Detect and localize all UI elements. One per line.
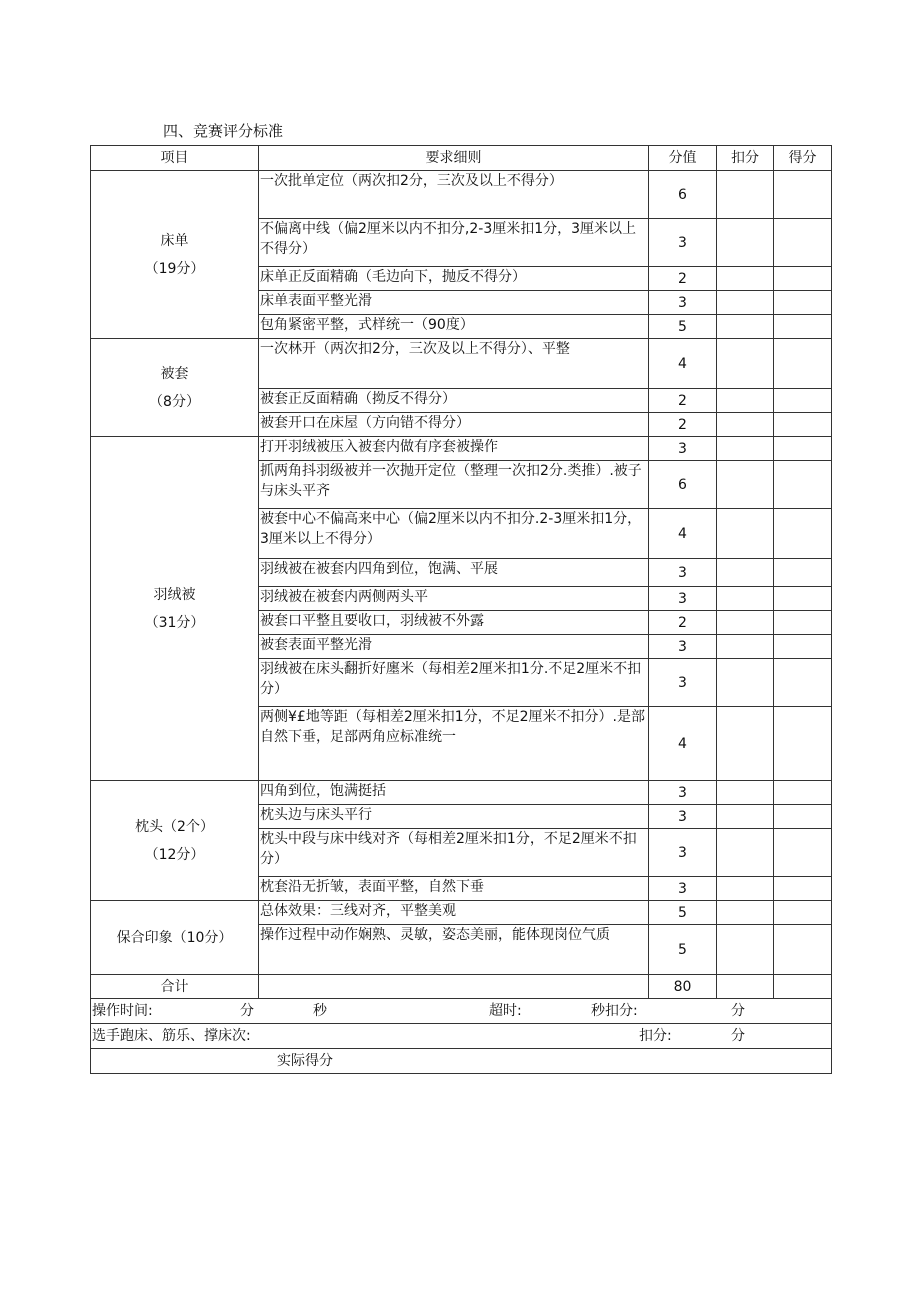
total-value: 80 [649, 975, 717, 999]
requirement-text: 被套口平整且要收口，羽绒被不外露 [259, 611, 649, 635]
table-row [91, 437, 832, 461]
deduction-cell[interactable] [717, 219, 774, 267]
group-points: （8分） [149, 393, 200, 410]
requirement-text: 枕套沿无折皱，表面平整，自然下垂 [259, 877, 649, 901]
point-value: 3 [649, 877, 717, 901]
operation-time-label: 操作时间: [92, 1003, 153, 1019]
deduction-cell[interactable] [717, 901, 774, 925]
total-label: 合计 [91, 975, 259, 999]
actual-score-label: 实际得分 [277, 1053, 333, 1069]
deduction-cell[interactable] [717, 267, 774, 291]
group-points: （31分） [144, 614, 205, 631]
score-cell[interactable] [774, 339, 832, 389]
requirement-text: 被套开口在床屋（方向错不得分） [259, 413, 649, 437]
requirement-text: 枕头中段与床中线对齐（每相差2厘米扣1分，不足2厘米不扣分） [259, 829, 649, 877]
requirement-text: 被套表面平整光滑 [259, 635, 649, 659]
deduction-cell[interactable] [717, 389, 774, 413]
section-heading: 四、竞赛评分标准 [163, 122, 284, 140]
score-cell[interactable] [774, 315, 832, 339]
requirement-text: 羽绒被在被套内四角到位，饱满、平展 [259, 559, 649, 587]
score-cell[interactable] [774, 611, 832, 635]
point-value: 2 [649, 389, 717, 413]
col-header-item: 项目 [91, 146, 259, 171]
score-cell[interactable] [774, 901, 832, 925]
point-value: 3 [649, 219, 717, 267]
deduction-cell[interactable] [717, 877, 774, 901]
requirement-text: 总体效果：三线对齐，平整美观 [259, 901, 649, 925]
point-value: 6 [649, 171, 717, 219]
faults-unit: 分 [731, 1028, 745, 1044]
requirement-text: 操作过程中动作娴熟、灵敏，姿态美丽，能体现岗位气质 [259, 925, 649, 975]
group-cell-pillow [91, 781, 259, 901]
requirement-text: 打开羽绒被压入被套内做有序套被操作 [259, 437, 649, 461]
overtime-label: 超时: [489, 1003, 522, 1019]
operation-time-row [91, 999, 832, 1024]
deduction-cell[interactable] [717, 437, 774, 461]
minutes-unit: 分 [240, 1003, 254, 1019]
score-cell[interactable] [774, 219, 832, 267]
score-cell[interactable] [774, 877, 832, 901]
requirement-text: 一次林开（两次扣2分，三次及以上不得分）、平整 [259, 339, 649, 389]
point-value: 3 [649, 437, 717, 461]
table-row [91, 339, 832, 389]
deduction-cell[interactable] [717, 707, 774, 781]
deduction-cell[interactable] [717, 291, 774, 315]
requirement-text: 抓两角抖羽级被并一次抛开定位（整理一次扣2分.类推）.被子与床头平齐 [259, 461, 649, 509]
faults-deduct-label: 扣分: [639, 1028, 672, 1044]
deduction-cell[interactable] [717, 339, 774, 389]
requirement-text: 不偏离中线（偏2厘米以内不扣分,2-3厘米扣1分，3厘米以上不得分） [259, 219, 649, 267]
table-row [91, 171, 832, 219]
requirement-text: 床单表面平整光滑 [259, 291, 649, 315]
table-header-row [91, 146, 832, 171]
point-value: 2 [649, 413, 717, 437]
score-cell[interactable] [774, 781, 832, 805]
table-row [91, 901, 832, 925]
requirement-text: 包角紧密平整，式样统一（90度） [259, 315, 649, 339]
point-value: 4 [649, 509, 717, 559]
deduction-cell[interactable] [717, 461, 774, 509]
requirement-text: 两侧¥£地等距（每相差2厘米扣1分，不足2厘米不扣分）.是部自然下垂，足部两角应标准统一 [259, 707, 649, 781]
group-cell-overall-impression [91, 901, 259, 975]
score-cell[interactable] [774, 659, 832, 707]
seconds-unit: 秒 [313, 1003, 327, 1019]
scoring-table [90, 145, 832, 1074]
score-cell[interactable] [774, 635, 832, 659]
requirement-text: 一次批单定位（两次扣2分，三次及以上不得分） [259, 171, 649, 219]
point-value: 4 [649, 339, 717, 389]
deduction-cell[interactable] [717, 659, 774, 707]
point-value: 4 [649, 707, 717, 781]
point-value: 3 [649, 805, 717, 829]
score-cell[interactable] [774, 267, 832, 291]
actual-score-cell[interactable] [91, 1049, 832, 1074]
faults-row [91, 1024, 832, 1049]
score-cell[interactable] [774, 437, 832, 461]
total-desc-cell [259, 975, 649, 999]
score-cell[interactable] [774, 291, 832, 315]
point-value: 5 [649, 925, 717, 975]
group-name: 被套 [160, 365, 189, 382]
point-value: 6 [649, 461, 717, 509]
requirement-text: 四角到位，饱满挺括 [259, 781, 649, 805]
score-cell[interactable] [774, 413, 832, 437]
deduction-cell[interactable] [717, 635, 774, 659]
point-value: 3 [649, 829, 717, 877]
seconds-deduct-label: 秒扣分: [591, 1003, 638, 1019]
requirement-text: 羽绒被在床头翻折好廛米（每相差2厘米扣1分.不足2厘米不扣分） [259, 659, 649, 707]
deduction-cell[interactable] [717, 587, 774, 611]
point-value: 3 [649, 291, 717, 315]
deduction-cell[interactable] [717, 829, 774, 877]
score-cell[interactable] [774, 805, 832, 829]
group-name: 枕头（2个） [135, 818, 214, 835]
point-value: 3 [649, 635, 717, 659]
deduction-cell[interactable] [717, 805, 774, 829]
deduction-cell[interactable] [717, 781, 774, 805]
faults-cell[interactable] [91, 1024, 832, 1049]
point-value: 3 [649, 559, 717, 587]
faults-label: 选手跑床、筋乐、撑床次: [92, 1028, 251, 1044]
group-points: （12分） [144, 846, 205, 863]
deduction-cell[interactable] [717, 509, 774, 559]
score-cell[interactable] [774, 509, 832, 559]
operation-time-cell[interactable] [91, 999, 832, 1024]
group-name: 羽绒被 [153, 586, 196, 603]
score-cell[interactable] [774, 925, 832, 975]
point-value: 3 [649, 659, 717, 707]
point-value: 3 [649, 587, 717, 611]
col-header-requirement: 要求细则 [259, 146, 649, 171]
deduction-cell[interactable] [717, 975, 774, 999]
score-cell[interactable] [774, 559, 832, 587]
score-cell[interactable] [774, 587, 832, 611]
point-value: 5 [649, 901, 717, 925]
score-cell[interactable] [774, 389, 832, 413]
point-value: 3 [649, 781, 717, 805]
requirement-text: 枕头边与床头平行 [259, 805, 649, 829]
deduction-cell[interactable] [717, 559, 774, 587]
group-cell-bedsheet [91, 171, 259, 339]
point-value: 2 [649, 611, 717, 635]
deduction-cell[interactable] [717, 413, 774, 437]
table-row [91, 781, 832, 805]
col-header-score: 得分 [774, 146, 832, 171]
score-cell[interactable] [774, 461, 832, 509]
group-cell-duvet-cover [91, 339, 259, 437]
deduction-cell[interactable] [717, 925, 774, 975]
col-header-value: 分值 [649, 146, 717, 171]
group-points: （19分） [144, 260, 205, 277]
col-header-deduction: 扣分 [717, 146, 774, 171]
requirement-text: 羽绒被在被套内两侧两头平 [259, 587, 649, 611]
group-name: 床单 [160, 232, 189, 249]
score-cell[interactable] [774, 171, 832, 219]
deduction-cell[interactable] [717, 171, 774, 219]
deduction-cell[interactable] [717, 611, 774, 635]
requirement-text: 被套中心不偏高来中心（偏2厘米以内不扣分.2-3厘米扣1分，3厘米以上不得分） [259, 509, 649, 559]
actual-score-row [91, 1049, 832, 1074]
group-name: 保合印象（10分） [116, 929, 233, 946]
score-cell[interactable] [774, 707, 832, 781]
deduct-unit: 分 [731, 1003, 745, 1019]
requirement-text: 被套正反面精确（拗反不得分） [259, 389, 649, 413]
requirement-text: 床单正反面精确（毛边向下，抛反不得分） [259, 267, 649, 291]
score-cell[interactable] [774, 975, 832, 999]
score-cell[interactable] [774, 829, 832, 877]
total-row [91, 975, 832, 999]
point-value: 2 [649, 267, 717, 291]
deduction-cell[interactable] [717, 315, 774, 339]
point-value: 5 [649, 315, 717, 339]
group-cell-down-quilt [91, 437, 259, 781]
